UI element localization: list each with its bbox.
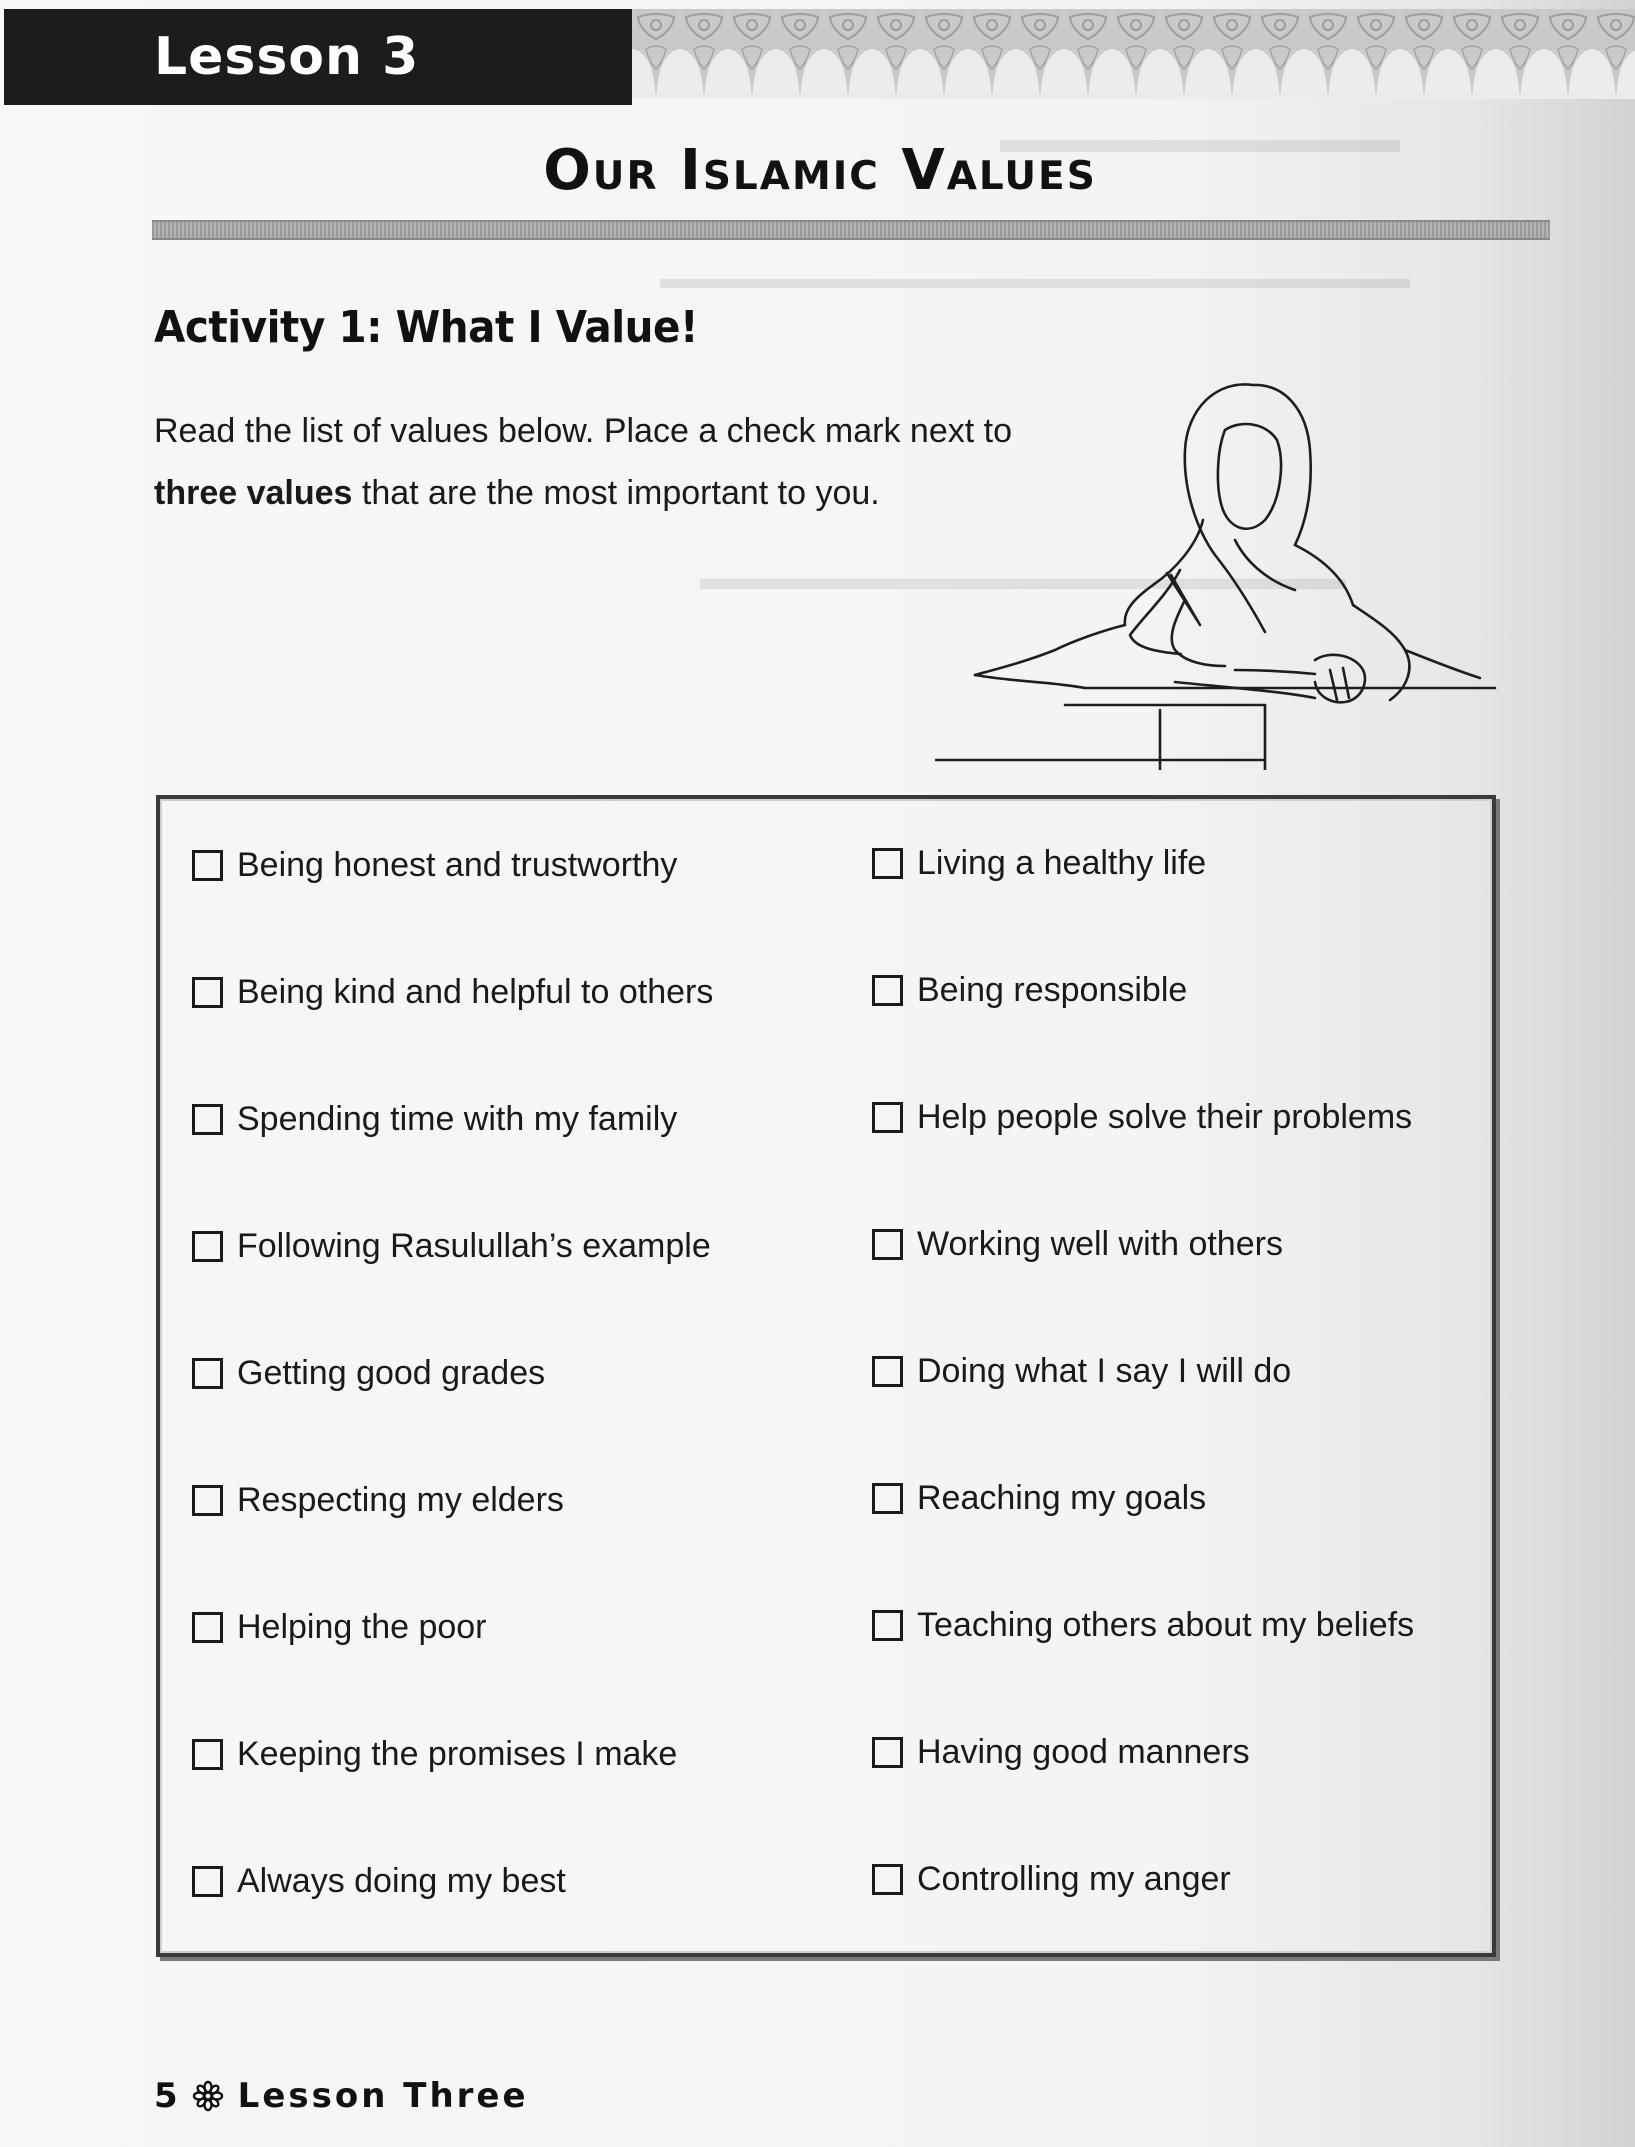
value-item[interactable] [872,1606,1414,1645]
bleed-through-decoration: ▬▬▬▬▬▬▬▬▬▬▬▬▬▬▬▬▬▬▬▬▬▬▬▬▬ [660,262,1410,295]
value-checkbox[interactable] [872,848,903,879]
flower-ornament-icon [192,2080,224,2112]
values-checklist-box [156,795,1496,1957]
value-checkbox[interactable] [872,1356,903,1387]
value-label: Being kind and helpful to others [237,973,714,1011]
value-checkbox[interactable] [192,1866,223,1897]
value-checkbox[interactable] [872,1610,903,1641]
lesson-tab [4,9,632,105]
value-checkbox[interactable] [192,850,223,881]
bleed-through-decoration: ▬▬▬▬▬▬▬▬▬▬▬▬▬▬▬▬▬▬▬ [700,560,1346,597]
instruction-line-2: that are the most important to you. [352,474,880,512]
value-label: Getting good grades [237,1354,546,1392]
ornamental-border-decoration [632,9,1635,99]
value-label: Doing what I say I will do [917,1352,1292,1390]
value-item[interactable] [872,1225,1283,1264]
value-checkbox[interactable] [192,1358,223,1389]
value-item[interactable] [192,1735,677,1774]
value-item[interactable] [872,1352,1291,1391]
page-number: 5 [154,2076,178,2116]
title-divider [152,220,1550,240]
value-label: Reaching my goals [917,1479,1207,1517]
page-footer [154,2076,529,2116]
value-label: Helping the poor [237,1608,487,1646]
value-item[interactable] [192,1100,677,1139]
value-item[interactable] [192,1227,711,1266]
instruction-emphasis: three values [154,474,353,512]
value-label: Teaching others about my beliefs [917,1606,1415,1644]
value-checkbox[interactable] [872,1864,903,1895]
value-checkbox[interactable] [192,1104,223,1135]
page-title: Our Islamic Values [543,138,1097,203]
value-checkbox[interactable] [872,1102,903,1133]
value-label: Respecting my elders [237,1481,564,1519]
footer-lesson-label: Lesson Three [237,2076,529,2116]
value-item[interactable] [192,973,713,1012]
value-item[interactable] [872,844,1206,883]
value-label: Living a healthy life [917,844,1207,882]
value-item[interactable] [872,971,1187,1010]
value-item[interactable] [872,1479,1206,1518]
value-label: Having good manners [917,1733,1250,1771]
value-label: Always doing my best [237,1862,566,1900]
value-checkbox[interactable] [192,1485,223,1516]
value-checkbox[interactable] [872,1483,903,1514]
bleed-through-decoration: ▬▬▬▬▬▬▬▬▬▬ [1000,116,1400,161]
value-label: Working well with others [917,1225,1283,1263]
value-checkbox[interactable] [872,1737,903,1768]
value-checkbox[interactable] [872,975,903,1006]
value-label: Help people solve their problems [917,1098,1413,1136]
value-item[interactable] [192,1608,487,1647]
value-checkbox[interactable] [192,1612,223,1643]
value-checkbox[interactable] [192,1739,223,1770]
value-item[interactable] [192,1862,566,1901]
value-label: Controlling my anger [917,1860,1231,1898]
lesson-tab-label: Lesson 3 [154,27,420,87]
value-checkbox[interactable] [192,1231,223,1262]
value-checkbox[interactable] [872,1229,903,1260]
activity-heading: Activity 1: What I Value! [154,302,699,353]
value-item[interactable] [872,1733,1250,1772]
instruction-line-1: Read the list of values below. Place a check mark next to [154,412,1013,450]
girl-writing-illustration [935,370,1555,770]
value-label: Being honest and trustworthy [237,846,678,884]
value-item[interactable] [872,1860,1231,1899]
value-item[interactable] [872,1098,1412,1137]
value-label: Following Rasulullah’s example [237,1227,711,1265]
value-label: Being responsible [917,971,1188,1009]
value-item[interactable] [192,1481,564,1520]
value-item[interactable] [192,1354,545,1393]
value-checkbox[interactable] [192,977,223,1008]
value-label: Keeping the promises I make [237,1735,678,1773]
value-label: Spending time with my family [237,1100,678,1138]
value-item[interactable] [192,846,677,885]
